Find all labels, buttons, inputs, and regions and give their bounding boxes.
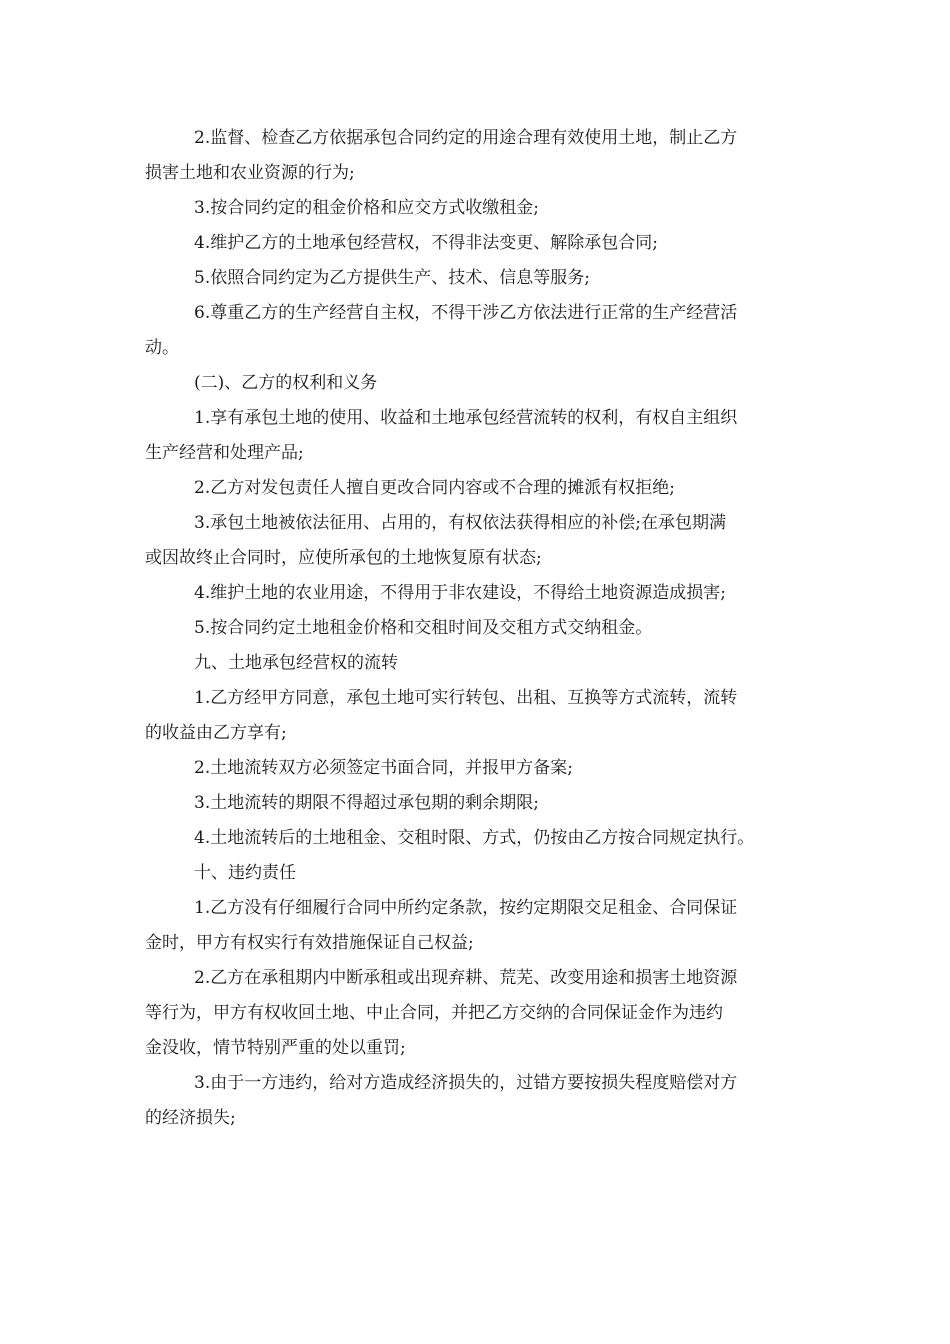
section-heading: (二)、乙方的权利和义务 <box>194 373 378 393</box>
text-line: 损害土地和农业资源的行为; <box>145 163 355 183</box>
text-line: 生产经营和处理产品; <box>145 443 304 463</box>
section-heading: 九、土地承包经营权的流转 <box>194 653 398 673</box>
text-line: 金没收，情节特别严重的处以重罚; <box>145 1038 406 1058</box>
text-line: 1.乙方没有仔细履行合同中所约定条款，按约定期限交足租金、合同保证 <box>194 898 738 918</box>
text-line: 5.依照合同约定为乙方提供生产、技术、信息等服务; <box>194 268 590 288</box>
text-line: 3.承包土地被依法征用、占用的，有权依法获得相应的补偿;在承包期满 <box>194 513 726 533</box>
text-line: 等行为，甲方有权收回土地、中止合同，并把乙方交纳的合同保证金作为违约 <box>145 1003 723 1023</box>
text-line: 2.乙方对发包责任人擅自更改合同内容或不合理的摊派有权拒绝; <box>194 478 675 498</box>
text-line: 1.乙方经甲方同意，承包土地可实行转包、出租、互换等方式流转，流转 <box>194 688 738 708</box>
text-line: 5.按合同约定土地租金价格和交租时间及交租方式交纳租金。 <box>194 618 653 638</box>
text-line: 3.按合同约定的租金价格和应交方式收缴租金; <box>194 198 539 218</box>
text-line: 2.监督、检查乙方依据承包合同约定的用途合理有效使用土地，制止乙方 <box>194 128 738 148</box>
document-body <box>145 121 825 1136</box>
text-line: 4.维护乙方的土地承包经营权，不得非法变更、解除承包合同; <box>194 233 658 253</box>
section-heading: 十、违约责任 <box>194 863 296 883</box>
text-line: 6.尊重乙方的生产经营自主权，不得干涉乙方依法进行正常的生产经营活 <box>194 303 738 323</box>
text-line: 1.享有承包土地的使用、收益和土地承包经营流转的权利，有权自主组织 <box>194 408 738 428</box>
text-line: 的经济损失; <box>145 1108 236 1128</box>
text-line: 2.土地流转双方必须签定书面合同，并报甲方备案; <box>194 758 573 778</box>
text-line: 3.由于一方违约，给对方造成经济损失的，过错方要按损失程度赔偿对方 <box>194 1073 738 1093</box>
text-line: 4.土地流转后的土地租金、交租时限、方式，仍按由乙方按合同规定执行。 <box>194 828 755 848</box>
text-line: 或因故终止合同时，应使所承包的土地恢复原有状态; <box>145 548 542 568</box>
text-line: 动。 <box>145 338 179 358</box>
text-line: 3.土地流转的期限不得超过承包期的剩余期限; <box>194 793 539 813</box>
text-line: 4.维护土地的农业用途，不得用于非农建设，不得给土地资源造成损害; <box>194 583 726 603</box>
text-line: 的收益由乙方享有; <box>145 723 287 743</box>
text-line: 金时，甲方有权实行有效措施保证自己权益; <box>145 933 474 953</box>
text-line: 2.乙方在承租期内中断承租或出现弃耕、荒芜、改变用途和损害土地资源 <box>194 968 738 988</box>
